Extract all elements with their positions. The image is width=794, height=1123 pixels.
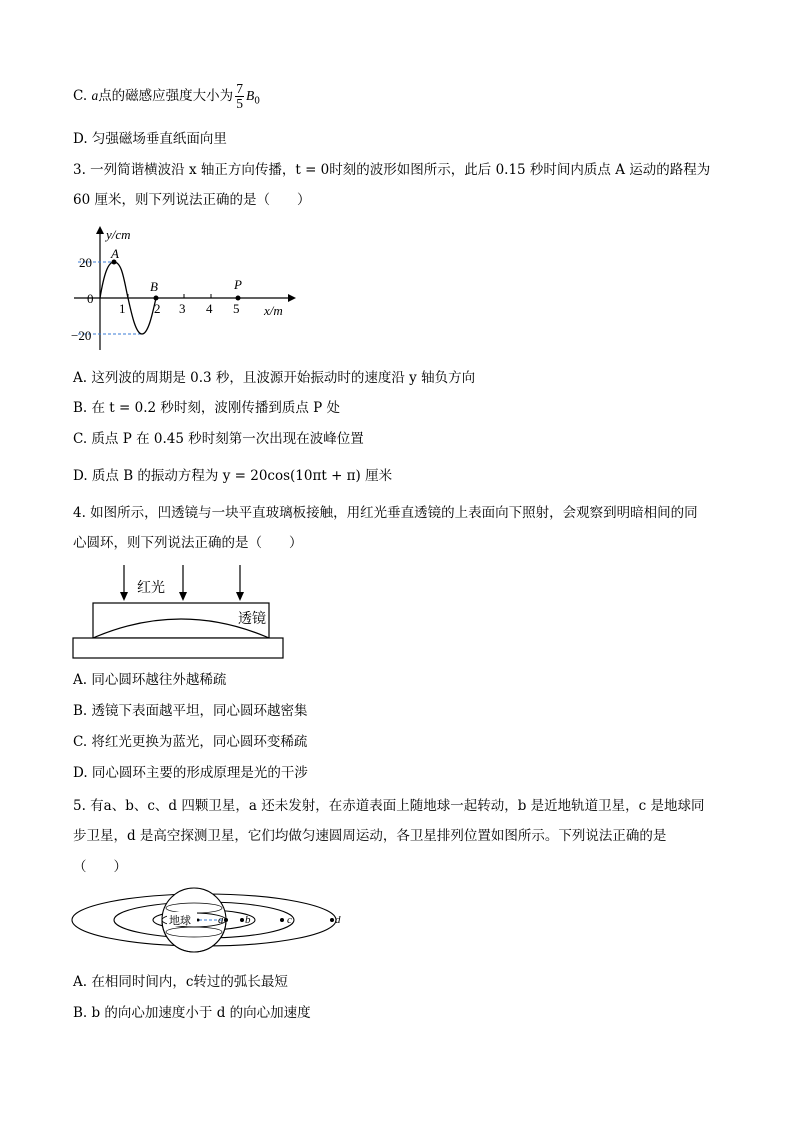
q3-stem-line1: 3. 一列简谐横波沿 x 轴正方向传播，t = 0时刻的波形如图所示，此后 0.15 秒时间内质点 A 运动的路程为	[73, 162, 711, 178]
x-tick-label-1: 1	[119, 301, 126, 316]
q5-stem-line1: 5. 有a、b、c、d 四颗卫星，a 还未发射，在赤道表面上随地球一起转动，b 是近地轨道卫星，c 是地球同	[73, 798, 705, 814]
x-tick-label-3: 3	[179, 301, 186, 316]
y-axis-label: y/cm	[106, 227, 131, 242]
light-arrowhead-3	[236, 592, 244, 601]
point-b-dot	[154, 296, 159, 301]
q5-stem-line3: （ ）	[73, 859, 127, 875]
q3-option-c: C. 质点 P 在 0.45 秒时刻第一次出现在波峰位置	[73, 431, 364, 447]
y-tick-neg20: −20	[71, 328, 92, 343]
q5-option-a: A. 在相同时间内，c转过的弧长最短	[73, 974, 288, 990]
x-tick-label-5: 5	[233, 301, 240, 316]
q2-option-d: D. 匀强磁场垂直纸面向里	[73, 131, 227, 147]
red-light-label: 红光	[137, 581, 165, 596]
x-tick-label-4: 4	[206, 301, 213, 316]
satellite-c-dot	[280, 918, 284, 922]
q3-wave-figure	[60, 222, 300, 352]
earth-label: 地球	[169, 915, 191, 927]
q3-option-d: D. 质点 B 的振动方程为 y = 20cos(10πt + π) 厘米	[73, 468, 393, 484]
light-arrowhead-2	[179, 592, 187, 601]
point-a-label: A	[111, 246, 119, 261]
q4-option-b: B. 透镜下表面越平坦，同心圆环越密集	[73, 703, 308, 719]
q4-option-a: A. 同心圆环越往外越稀疏	[73, 672, 227, 688]
satellite-d-label: d	[335, 914, 341, 926]
q3-option-a: A. 这列波的周期是 0.3 秒，且波源开始振动时的速度沿 y 轴负方向	[73, 370, 476, 386]
q5-orbit-figure	[70, 886, 350, 956]
point-b-label: B	[150, 279, 158, 294]
q3-option-b: B. 在 t = 0.2 秒时刻，波刚传播到质点 P 处	[73, 400, 341, 416]
q2-option-c: C. a点的磁感应强度大小为 $\frac{7}{5}$ $B_0$	[73, 81, 260, 111]
light-arrowhead-1	[120, 592, 128, 601]
q5-stem-line2: 步卫星，d 是高空探测卫星，它们均做匀速圆周运动，各卫星排列位置如图所示。下列说法正确的是	[73, 828, 667, 844]
q4-stem-line1: 4. 如图所示，凹透镜与一块平直玻璃板接触，用红光垂直透镜的上表面向下照射，会观察到明暗相间的同	[73, 505, 698, 521]
y-tick-20: 20	[79, 255, 92, 270]
point-p-dot	[236, 296, 241, 301]
satellite-c-label: c	[287, 914, 292, 926]
glass-plate	[73, 638, 283, 658]
q2-option-c-var: a	[91, 88, 99, 103]
satellite-a-dot	[224, 918, 228, 922]
q4-option-c: C. 将红光更换为蓝光，同心圆环变稀疏	[73, 734, 308, 750]
q3-stem-line2: 60 厘米，则下列说法正确的是（ ）	[73, 192, 311, 208]
x-axis-label: x/m	[264, 303, 283, 318]
point-p-label: P	[234, 277, 242, 292]
q4-stem-line2: 心圆环，则下列说法正确的是（ ）	[73, 535, 303, 551]
q5-option-b: B. b 的向心加速度小于 d 的向心加速度	[73, 1005, 311, 1021]
satellite-b-dot	[240, 918, 244, 922]
x-tick-label-2: 2	[154, 301, 161, 316]
origin-label: 0	[87, 291, 94, 306]
q4-option-d: D. 同心圆环主要的形成原理是光的干涉	[73, 765, 308, 781]
satellite-d-dot	[330, 918, 334, 922]
satellite-b-label: b	[245, 914, 251, 926]
q4-lens-figure	[72, 562, 287, 662]
q2-option-c-fraction: $\frac{7}{5}$	[236, 81, 243, 111]
x-axis-arrow	[288, 294, 296, 302]
lens-label: 透镜	[238, 612, 266, 627]
satellite-a-label: a	[218, 914, 224, 926]
y-axis-arrow	[96, 226, 104, 234]
